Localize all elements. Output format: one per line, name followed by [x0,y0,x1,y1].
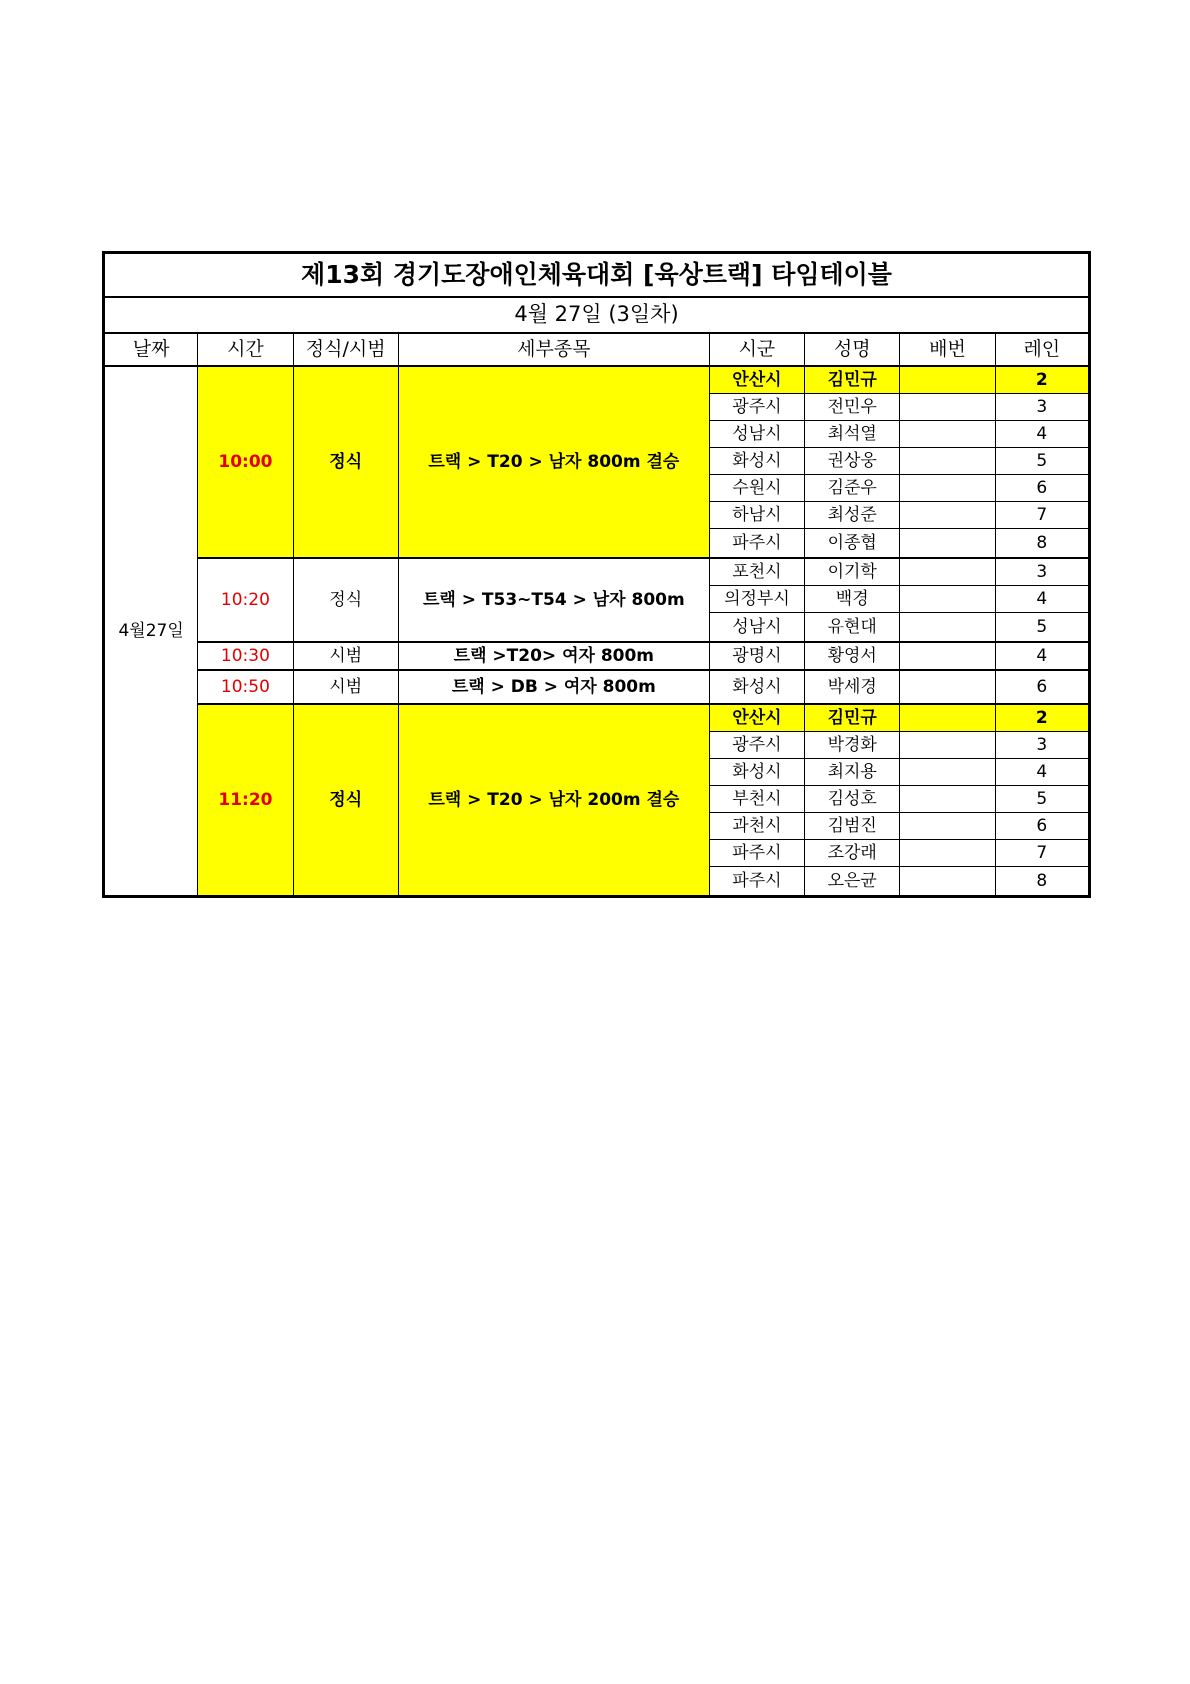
event-type: 시범 [293,670,398,704]
page-subtitle: 4월 27일 (3일차) [104,297,1090,333]
athlete-name: 백경 [805,586,900,613]
athlete-name: 황영서 [805,642,900,670]
athlete-bib [900,448,995,475]
athlete-name: 최지용 [805,759,900,786]
athlete-lane: 4 [995,642,1089,670]
athlete-city: 부천시 [709,786,804,813]
athlete-lane: 4 [995,586,1089,613]
athlete-bib [900,840,995,867]
event-time: 10:30 [198,642,293,670]
table-row [104,670,1090,704]
athlete-city: 파주시 [709,867,804,897]
athlete-city: 수원시 [709,475,804,502]
header-time: 시간 [198,333,293,366]
athlete-lane: 7 [995,502,1089,529]
athlete-city: 파주시 [709,840,804,867]
event-type: 시범 [293,642,398,670]
athlete-lane: 2 [995,366,1089,394]
athlete-name: 김민규 [805,366,900,394]
athlete-name: 김준우 [805,475,900,502]
athlete-city: 화성시 [709,759,804,786]
athlete-name: 이기학 [805,558,900,586]
athlete-name: 최석열 [805,421,900,448]
event-time: 10:50 [198,670,293,704]
athlete-city: 파주시 [709,529,804,559]
athlete-name: 최성준 [805,502,900,529]
athlete-city: 과천시 [709,813,804,840]
event-time: 11:20 [198,704,293,897]
athlete-lane: 4 [995,759,1089,786]
athlete-bib [900,759,995,786]
athlete-bib [900,786,995,813]
athlete-name: 박세경 [805,670,900,704]
header-row [104,333,1090,366]
athlete-bib [900,366,995,394]
athlete-city: 화성시 [709,448,804,475]
athlete-lane: 5 [995,613,1089,643]
athlete-lane: 3 [995,558,1089,586]
athlete-city: 성남시 [709,613,804,643]
athlete-bib [900,558,995,586]
athlete-bib [900,613,995,643]
athlete-bib [900,642,995,670]
athlete-city: 하남시 [709,502,804,529]
athlete-bib [900,813,995,840]
athlete-bib [900,704,995,732]
page-title: 제13회 경기도장애인체육대회 [육상트랙] 타임테이블 [104,253,1090,298]
event-type: 정식 [293,704,398,897]
athlete-city: 성남시 [709,421,804,448]
event-name: 트랙 > DB > 여자 800m [398,670,709,704]
header-city: 시군 [709,333,804,366]
athlete-lane: 2 [995,704,1089,732]
athlete-city: 안산시 [709,704,804,732]
athlete-name: 김민규 [805,704,900,732]
athlete-lane: 5 [995,448,1089,475]
header-event: 세부종목 [398,333,709,366]
athlete-lane: 6 [995,475,1089,502]
athlete-bib [900,394,995,421]
athlete-bib [900,867,995,897]
header-name: 성명 [805,333,900,366]
athlete-name: 박경화 [805,732,900,759]
athlete-bib [900,421,995,448]
event-name: 트랙 > T53~T54 > 남자 800m [398,558,709,642]
athlete-name: 김범진 [805,813,900,840]
athlete-name: 김성호 [805,786,900,813]
athlete-city: 안산시 [709,366,804,394]
athlete-bib [900,670,995,704]
event-name: 트랙 > T20 > 남자 800m 결승 [398,366,709,558]
event-type: 정식 [293,558,398,642]
date-cell: 4월27일 [104,366,198,897]
athlete-name: 오은균 [805,867,900,897]
athlete-lane: 6 [995,670,1089,704]
athlete-name: 권상웅 [805,448,900,475]
athlete-bib [900,475,995,502]
athlete-bib [900,529,995,559]
table-row [104,642,1090,670]
athlete-bib [900,732,995,759]
table-row [104,366,1090,394]
athlete-bib [900,586,995,613]
athlete-lane: 4 [995,421,1089,448]
table-row [104,558,1090,586]
header-lane: 레인 [995,333,1089,366]
athlete-lane: 8 [995,867,1089,897]
athlete-name: 유현대 [805,613,900,643]
event-time: 10:20 [198,558,293,642]
timetable [102,251,1091,898]
athlete-city: 광주시 [709,394,804,421]
athlete-city: 포천시 [709,558,804,586]
athlete-lane: 3 [995,394,1089,421]
athlete-city: 화성시 [709,670,804,704]
event-type: 정식 [293,366,398,558]
table-row [104,704,1090,732]
athlete-lane: 3 [995,732,1089,759]
event-name: 트랙 >T20> 여자 800m [398,642,709,670]
athlete-bib [900,502,995,529]
event-time: 10:00 [198,366,293,558]
header-date: 날짜 [104,333,198,366]
event-name: 트랙 > T20 > 남자 200m 결승 [398,704,709,897]
athlete-lane: 7 [995,840,1089,867]
athlete-city: 광주시 [709,732,804,759]
athlete-name: 이종협 [805,529,900,559]
header-bib: 배번 [900,333,995,366]
athlete-name: 조강래 [805,840,900,867]
athlete-lane: 6 [995,813,1089,840]
athlete-city: 의정부시 [709,586,804,613]
athlete-lane: 8 [995,529,1089,559]
athlete-lane: 5 [995,786,1089,813]
athlete-city: 광명시 [709,642,804,670]
athlete-name: 전민우 [805,394,900,421]
header-type: 정식/시범 [293,333,398,366]
